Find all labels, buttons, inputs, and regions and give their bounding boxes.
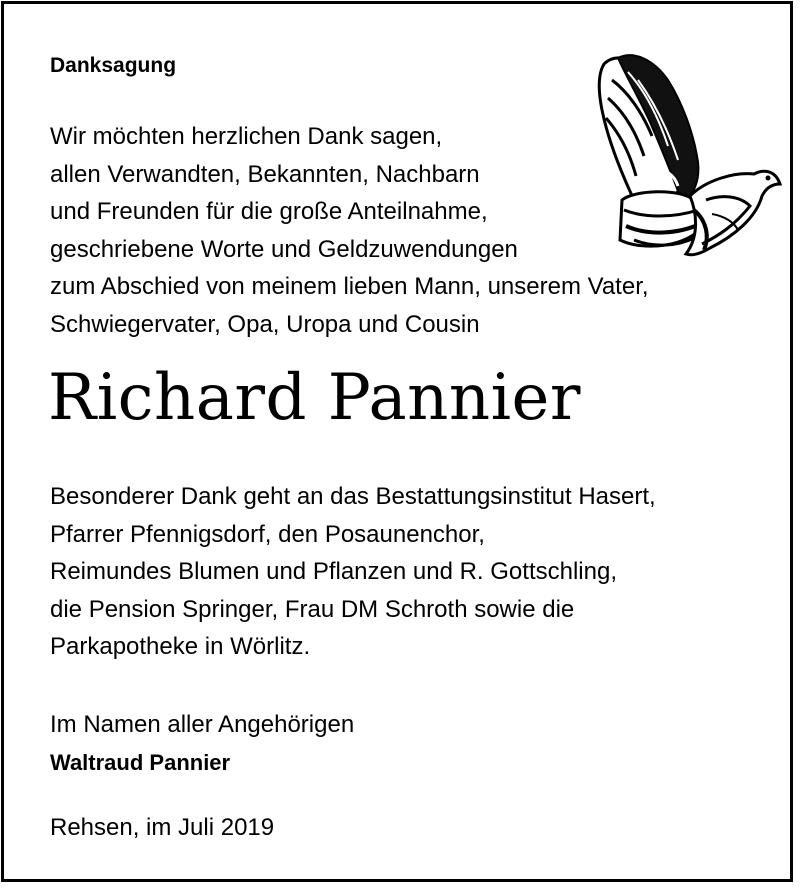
intro-line: und Freunden für die große Anteilnahme, [50,198,488,226]
closing-block [50,706,354,782]
closing-text: Im Namen aller Angehörigen [50,711,355,738]
place-date: Rehsen, im Juli 2019 [50,814,275,841]
thanks-line: die Pension Springer, Frau DM Schroth sowie die [50,595,575,623]
thanks-line: Pfarrer Pfennigsdorf, den Posaunenchor, [50,520,485,548]
thanks-line: Reimundes Blumen und Pflanzen und R. Gottschling, [50,558,617,586]
obituary-notice [1,1,793,882]
thanks-line: Parkapotheke in Wörlitz. [50,633,311,661]
intro-line: zum Abschied von meinem lieben Mann, unserem Vater, [50,273,649,301]
intro-paragraph [50,118,649,344]
notice-heading: Danksagung [50,54,177,77]
signer-name: Waltraud Pannier [50,750,231,775]
thanks-paragraph [50,478,656,666]
intro-line: allen Verwandten, Bekannten, Nachbarn [50,160,480,188]
intro-line: Wir möchten herzlichen Dank sagen, [50,123,443,150]
intro-line: geschriebene Worte und Geldzuwendungen [50,235,518,263]
deceased-name: Richard Pannier [48,361,581,435]
intro-line: Schwiegervater, Opa, Uropa und Cousin [50,310,480,338]
thanks-line: Besonderer Dank geht an das Bestattungsinstitut Hasert, [50,483,656,510]
